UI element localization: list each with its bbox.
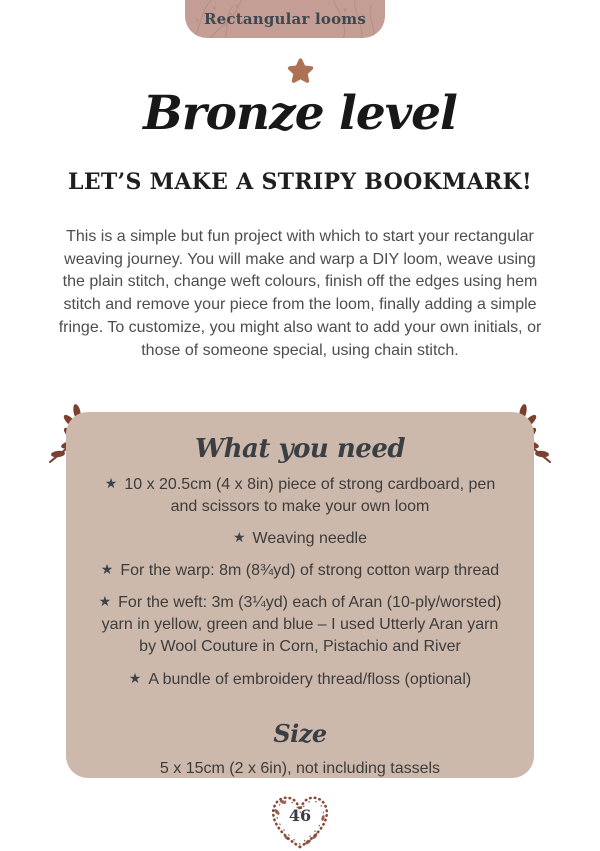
star-bullet-icon: ★ [128,669,142,686]
materials-list-item [94,592,506,658]
materials-item-text: 10 x 20.5cm (4 x 8in) piece of strong cardboard, pen and scissors to make your own loom [124,476,496,516]
materials-list [94,474,506,691]
size-heading: Size [273,718,327,748]
materials-item-text: For the weft: 3m (3¼yd) each of Aran (10-ply/worsted) yarn in yellow, green and blue – I used Utterly Aran yarn by Wool Couture in Corn, Pistachio and River [101,594,502,656]
size-text: 5 x 15cm (2 x 6in), not including tassels [159,759,441,777]
materials-item-text: A bundle of embroidery thread/floss (optional) [148,670,472,688]
star-bullet-icon: ★ [98,593,112,610]
page-number-area [0,786,600,851]
page-subtitle: LET’S MAKE A STRIPY BOOKMARK! [68,169,532,195]
materials-box [66,412,534,778]
materials-list-item [94,669,506,691]
materials-list-item [94,528,506,550]
materials-item-text: For the warp: 8m (8¾yd) of strong cotton warp thread [120,562,500,580]
star-bullet-icon: ★ [100,561,114,578]
section-tab [185,0,385,38]
materials-heading: What you need [194,434,406,464]
materials-list-item [94,474,506,518]
page-title: Bronze level [143,86,457,141]
star-bullet-icon: ★ [104,475,118,491]
materials-item-text: Weaving needle [252,530,367,548]
page-number: 46 [288,806,312,825]
tab-label: Rectangular looms [203,10,367,28]
materials-list-item [94,560,506,582]
star-bullet-icon: ★ [232,529,246,546]
level-star-icon [0,58,600,84]
intro-paragraph: This is a simple but fun project with which to start your rectangular weaving journey. You will make and warp a DIY loom, weave using the plain stitch, change weft colours, finish off the edges using hem stitch and remove your piece from the loom, finally adding a simple fringe. To customize, you might also want to add your own initials, or those of someone special, using chain stitch. [58,228,542,359]
